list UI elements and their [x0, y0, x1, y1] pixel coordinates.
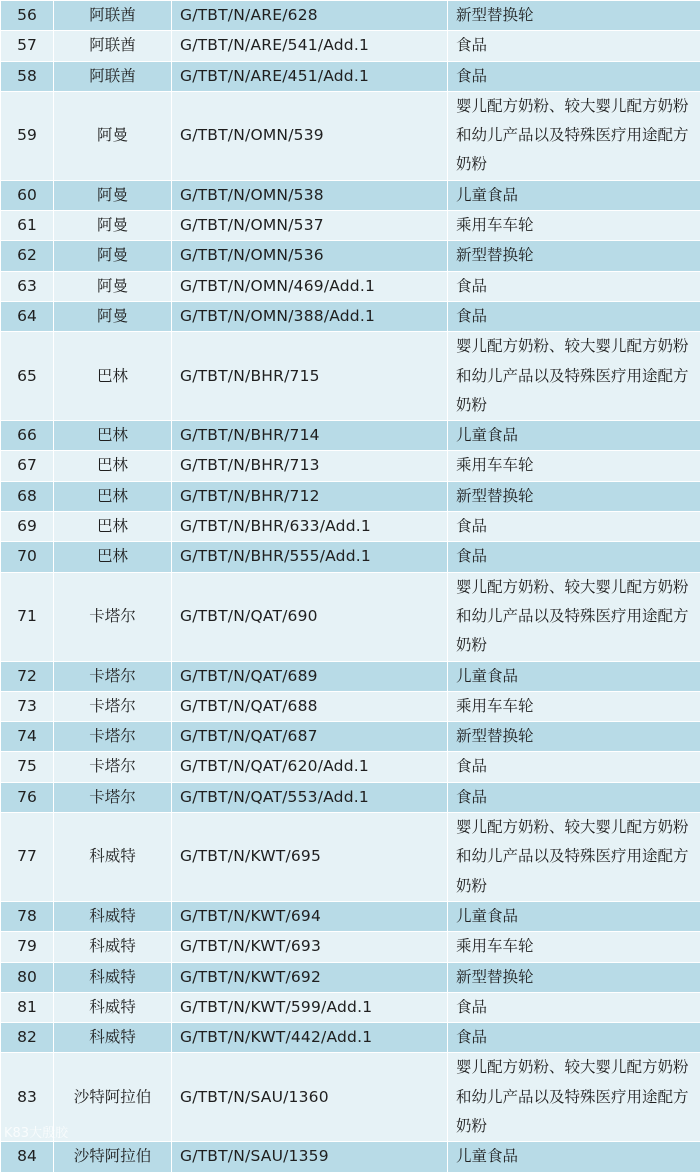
row-number: 72	[1, 661, 54, 691]
document-symbol-cell: G/TBT/N/ARE/541/Add.1	[172, 31, 448, 61]
row-number: 61	[1, 211, 54, 241]
table-row	[1, 992, 700, 1022]
table-row	[1, 1053, 700, 1142]
document-symbol-cell: G/TBT/N/BHR/715	[172, 332, 448, 421]
row-number: 68	[1, 481, 54, 511]
table-row	[1, 332, 700, 421]
row-number: 58	[1, 61, 54, 91]
table-row	[1, 813, 700, 902]
table-row	[1, 1, 700, 31]
document-symbol-cell: G/TBT/N/KWT/693	[172, 932, 448, 962]
country-cell: 科威特	[54, 992, 172, 1022]
row-number: 81	[1, 992, 54, 1022]
document-symbol-cell: G/TBT/N/BHR/555/Add.1	[172, 542, 448, 572]
product-cell: 婴儿配方奶粉、较大婴儿配方奶粉和幼儿产品以及特殊医疗用途配方奶粉	[448, 1053, 700, 1142]
table-row	[1, 782, 700, 812]
document-symbol-cell: G/TBT/N/BHR/714	[172, 421, 448, 451]
document-symbol-cell: G/TBT/N/KWT/695	[172, 813, 448, 902]
row-number: 84	[1, 1142, 54, 1172]
row-number: 64	[1, 301, 54, 331]
product-cell: 食品	[448, 1023, 700, 1053]
country-cell: 卡塔尔	[54, 722, 172, 752]
table-row	[1, 962, 700, 992]
country-cell: 科威特	[54, 813, 172, 902]
country-cell: 卡塔尔	[54, 572, 172, 661]
document-symbol-cell: G/TBT/N/SAU/1360	[172, 1053, 448, 1142]
product-cell: 婴儿配方奶粉、较大婴儿配方奶粉和幼儿产品以及特殊医疗用途配方奶粉	[448, 332, 700, 421]
product-cell: 婴儿配方奶粉、较大婴儿配方奶粉和幼儿产品以及特殊医疗用途配方奶粉	[448, 572, 700, 661]
table-row	[1, 572, 700, 661]
row-number: 56	[1, 1, 54, 31]
product-cell: 儿童食品	[448, 421, 700, 451]
row-number: 83	[1, 1053, 54, 1142]
document-symbol-cell: G/TBT/N/ARE/451/Add.1	[172, 61, 448, 91]
watermark: K83大殷胶	[4, 1122, 68, 1141]
product-cell: 食品	[448, 301, 700, 331]
document-symbol-cell: G/TBT/N/KWT/599/Add.1	[172, 992, 448, 1022]
country-cell: 科威特	[54, 1023, 172, 1053]
country-cell: 阿曼	[54, 301, 172, 331]
table-row	[1, 752, 700, 782]
product-cell: 食品	[448, 512, 700, 542]
table-row	[1, 932, 700, 962]
row-number: 62	[1, 241, 54, 271]
country-cell: 巴林	[54, 481, 172, 511]
country-cell: 科威特	[54, 932, 172, 962]
country-cell: 沙特阿拉伯	[54, 1142, 172, 1172]
country-cell: 卡塔尔	[54, 691, 172, 721]
document-symbol-cell: G/TBT/N/KWT/692	[172, 962, 448, 992]
document-symbol-cell: G/TBT/N/OMN/539	[172, 91, 448, 180]
document-symbol-cell: G/TBT/N/QAT/687	[172, 722, 448, 752]
table-row	[1, 481, 700, 511]
product-cell: 新型替换轮	[448, 241, 700, 271]
document-symbol-cell: G/TBT/N/BHR/713	[172, 451, 448, 481]
product-cell: 食品	[448, 752, 700, 782]
product-cell: 新型替换轮	[448, 481, 700, 511]
table-row	[1, 61, 700, 91]
document-symbol-cell: G/TBT/N/QAT/620/Add.1	[172, 752, 448, 782]
country-cell: 巴林	[54, 512, 172, 542]
table-row	[1, 301, 700, 331]
country-cell: 卡塔尔	[54, 752, 172, 782]
document-symbol-cell: G/TBT/N/OMN/537	[172, 211, 448, 241]
product-cell: 婴儿配方奶粉、较大婴儿配方奶粉和幼儿产品以及特殊医疗用途配方奶粉	[448, 91, 700, 180]
document-symbol-cell: G/TBT/N/QAT/553/Add.1	[172, 782, 448, 812]
table-row	[1, 241, 700, 271]
table-row	[1, 1023, 700, 1053]
product-cell: 乘用车车轮	[448, 451, 700, 481]
product-cell: 食品	[448, 271, 700, 301]
product-cell: 儿童食品	[448, 180, 700, 210]
table-row	[1, 542, 700, 572]
country-cell: 科威特	[54, 901, 172, 931]
row-number: 66	[1, 421, 54, 451]
document-symbol-cell: G/TBT/N/OMN/536	[172, 241, 448, 271]
country-cell: 阿曼	[54, 180, 172, 210]
table-body	[1, 1, 700, 1173]
product-cell: 婴儿配方奶粉、较大婴儿配方奶粉和幼儿产品以及特殊医疗用途配方奶粉	[448, 813, 700, 902]
document-symbol-cell: G/TBT/N/BHR/712	[172, 481, 448, 511]
product-cell: 新型替换轮	[448, 1, 700, 31]
table-row	[1, 722, 700, 752]
product-cell: 乘用车车轮	[448, 691, 700, 721]
country-cell: 沙特阿拉伯	[54, 1053, 172, 1142]
row-number: 59	[1, 91, 54, 180]
country-cell: 科威特	[54, 962, 172, 992]
row-number: 79	[1, 932, 54, 962]
row-number: 70	[1, 542, 54, 572]
table-row	[1, 271, 700, 301]
country-cell: 巴林	[54, 332, 172, 421]
table-row	[1, 180, 700, 210]
document-symbol-cell: G/TBT/N/OMN/388/Add.1	[172, 301, 448, 331]
product-cell: 食品	[448, 542, 700, 572]
document-symbol-cell: G/TBT/N/SAU/1359	[172, 1142, 448, 1172]
document-symbol-cell: G/TBT/N/QAT/688	[172, 691, 448, 721]
table-row	[1, 91, 700, 180]
product-cell: 食品	[448, 782, 700, 812]
table-row	[1, 661, 700, 691]
row-number: 57	[1, 31, 54, 61]
country-cell: 阿联酋	[54, 1, 172, 31]
document-symbol-cell: G/TBT/N/ARE/628	[172, 1, 448, 31]
product-cell: 食品	[448, 31, 700, 61]
country-cell: 巴林	[54, 451, 172, 481]
country-cell: 阿曼	[54, 241, 172, 271]
row-number: 78	[1, 901, 54, 931]
product-cell: 新型替换轮	[448, 962, 700, 992]
row-number: 73	[1, 691, 54, 721]
product-cell: 儿童食品	[448, 901, 700, 931]
table-row	[1, 1142, 700, 1172]
row-number: 76	[1, 782, 54, 812]
document-symbol-cell: G/TBT/N/OMN/469/Add.1	[172, 271, 448, 301]
product-cell: 儿童食品	[448, 1142, 700, 1172]
document-symbol-cell: G/TBT/N/QAT/689	[172, 661, 448, 691]
document-symbol-cell: G/TBT/N/OMN/538	[172, 180, 448, 210]
row-number: 77	[1, 813, 54, 902]
row-number: 65	[1, 332, 54, 421]
country-cell: 阿曼	[54, 271, 172, 301]
document-symbol-cell: G/TBT/N/QAT/690	[172, 572, 448, 661]
table-row	[1, 31, 700, 61]
product-cell: 食品	[448, 61, 700, 91]
country-cell: 巴林	[54, 542, 172, 572]
product-cell: 食品	[448, 992, 700, 1022]
product-cell: 乘用车车轮	[448, 211, 700, 241]
row-number: 69	[1, 512, 54, 542]
country-cell: 阿曼	[54, 211, 172, 241]
country-cell: 卡塔尔	[54, 661, 172, 691]
country-cell: 卡塔尔	[54, 782, 172, 812]
row-number: 74	[1, 722, 54, 752]
table-row	[1, 512, 700, 542]
table-row	[1, 211, 700, 241]
table-row	[1, 451, 700, 481]
product-cell: 儿童食品	[448, 661, 700, 691]
row-number: 60	[1, 180, 54, 210]
table-row	[1, 691, 700, 721]
row-number: 82	[1, 1023, 54, 1053]
document-symbol-cell: G/TBT/N/BHR/633/Add.1	[172, 512, 448, 542]
product-cell: 乘用车车轮	[448, 932, 700, 962]
row-number: 80	[1, 962, 54, 992]
country-cell: 阿曼	[54, 91, 172, 180]
table-row	[1, 421, 700, 451]
country-cell: 巴林	[54, 421, 172, 451]
product-cell: 新型替换轮	[448, 722, 700, 752]
country-cell: 阿联酋	[54, 31, 172, 61]
country-cell: 阿联酋	[54, 61, 172, 91]
row-number: 63	[1, 271, 54, 301]
row-number: 67	[1, 451, 54, 481]
document-symbol-cell: G/TBT/N/KWT/694	[172, 901, 448, 931]
row-number: 75	[1, 752, 54, 782]
table-row	[1, 901, 700, 931]
document-symbol-cell: G/TBT/N/KWT/442/Add.1	[172, 1023, 448, 1053]
row-number: 71	[1, 572, 54, 661]
